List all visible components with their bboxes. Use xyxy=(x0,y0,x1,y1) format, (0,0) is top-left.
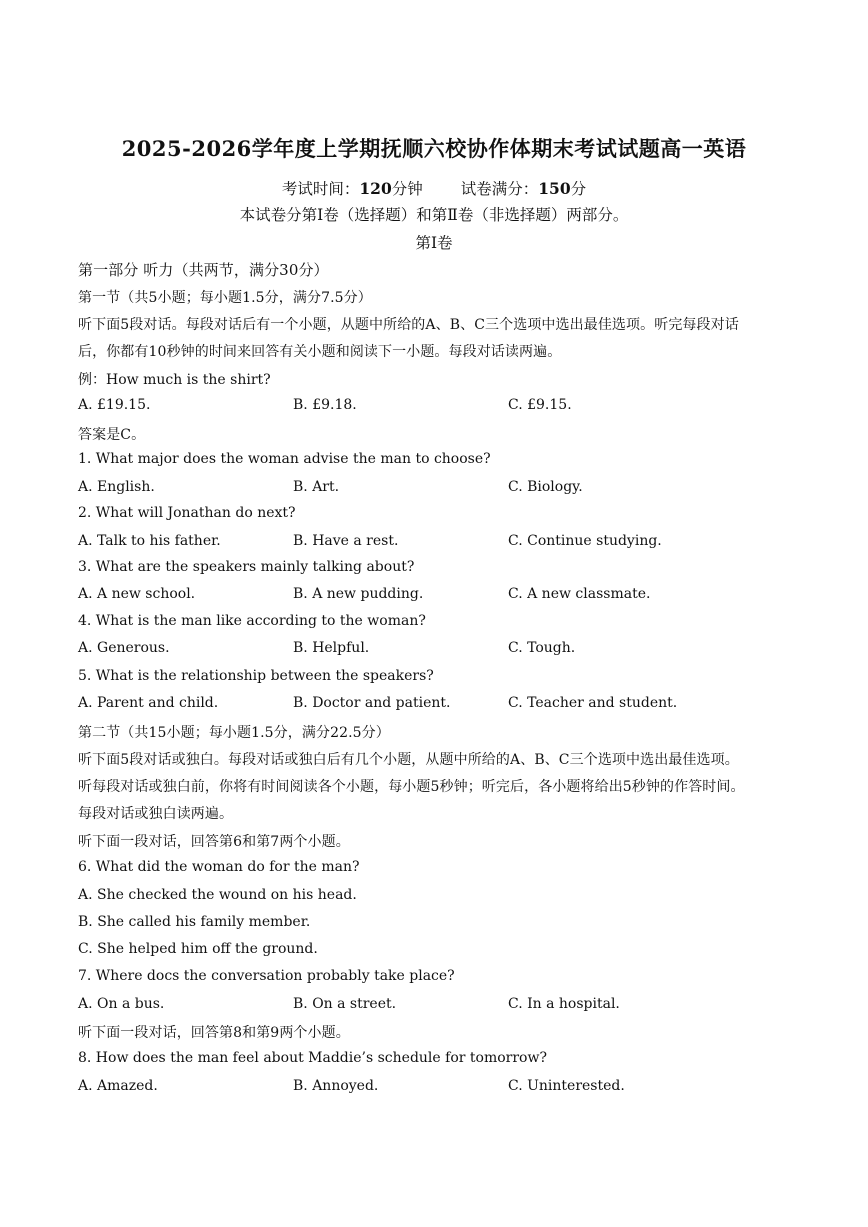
section1-instruction: 后，你都有10秒钟的时间来回答有关小题和阅读下一小题。每段对话读两遍。 xyxy=(78,344,562,360)
question-4-option-a: A. Generous. xyxy=(78,640,170,656)
question-6-option-a: A. She checked the wound on his head. xyxy=(78,887,357,903)
question-1-option-c: C. Biology. xyxy=(508,479,583,495)
question-7-option-c: C. In a hospital. xyxy=(508,996,620,1012)
exam-score-unit: 分 xyxy=(570,180,587,198)
question-4-option-c: C. Tough. xyxy=(508,640,576,656)
dialog-instruction-6-7: 听下面一段对话，回答第6和第7两个小题。 xyxy=(78,834,350,850)
exam-time-label: 考试时间： xyxy=(281,180,360,198)
question-8-option-a: A. Amazed. xyxy=(78,1078,158,1094)
volume-heading: 第Ⅰ卷 xyxy=(415,234,453,252)
question-5-option-b: B. Doctor and patient. xyxy=(293,695,451,711)
question-2: 2. What will Jonathan do next? xyxy=(78,505,296,521)
section2-heading: 第二节（共15小题；每小题1.5分，满分22.5分） xyxy=(78,725,390,741)
example-question: 例：How much is the shirt? xyxy=(78,372,271,388)
question-6: 6. What did the woman do for the man? xyxy=(78,859,360,875)
question-2-option-a: A. Talk to his father. xyxy=(78,533,221,549)
exam-time xyxy=(282,177,423,199)
exam-score-label: 试卷满分： xyxy=(460,180,539,198)
question-1-option-b: B. Art. xyxy=(293,479,340,495)
exam-composition: 本试卷分第Ⅰ卷（选择题）和第Ⅱ卷（非选择题）两部分。 xyxy=(239,206,629,224)
section1-heading: 第一节（共5小题；每小题1.5分，满分7.5分） xyxy=(78,290,372,306)
question-2-option-c: C. Continue studying. xyxy=(508,533,662,549)
dialog-instruction-8-9: 听下面一段对话，回答第8和第9两个小题。 xyxy=(78,1025,350,1041)
question-7-option-a: A. On a bus. xyxy=(78,996,165,1012)
question-6-option-b: B. She called his family member. xyxy=(78,914,311,930)
question-1-option-a: A. English. xyxy=(78,479,155,495)
exam-time-value: 120 xyxy=(359,179,392,198)
question-2-option-b: B. Have a rest. xyxy=(293,533,399,549)
question-5: 5. What is the relationship between the speakers? xyxy=(78,668,434,684)
question-1: 1. What major does the woman advise the man to choose? xyxy=(78,451,491,467)
exam-time-unit: 分钟 xyxy=(391,180,423,198)
question-6-option-c: C. She helped him off the ground. xyxy=(78,941,318,957)
question-5-option-c: C. Teacher and student. xyxy=(508,695,678,711)
question-4-option-b: B. Helpful. xyxy=(293,640,370,656)
question-4: 4. What is the man like according to the woman? xyxy=(78,613,426,629)
example-answer: 答案是C。 xyxy=(78,427,146,443)
question-7: 7. Where docs the conversation probably take place? xyxy=(78,968,455,984)
question-7-option-b: B. On a street. xyxy=(293,996,397,1012)
section2-instruction: 每段对话或独白读两遍。 xyxy=(78,806,234,822)
exam-title: 2025-2026学年度上学期抚顺六校协作体期末考试试题高一英语 xyxy=(121,136,747,161)
question-8-option-b: B. Annoyed. xyxy=(293,1078,379,1094)
question-3-option-b: B. A new pudding. xyxy=(293,586,424,602)
part1-heading: 第一部分 听力（共两节，满分30分） xyxy=(78,261,329,279)
exam-score-value: 150 xyxy=(538,179,571,198)
section1-instruction: 听下面5段对话。每段对话后有一个小题，从题中所给的A、B、C三个选项中选出最佳选项。听完每段对话 xyxy=(78,317,739,333)
question-3-option-a: A. A new school. xyxy=(78,586,196,602)
question-8-option-c: C. Uninterested. xyxy=(508,1078,625,1094)
example-option-b: B. £9.18. xyxy=(293,397,357,413)
question-5-option-a: A. Parent and child. xyxy=(78,695,219,711)
exam-meta xyxy=(0,177,868,199)
question-3-option-c: C. A new classmate. xyxy=(508,586,651,602)
section2-instruction: 听每段对话或独白前，你将有时间阅读各个小题，每小题5秒钟；听完后，各小题将给出5秒钟的作答时间。 xyxy=(78,779,745,795)
section2-instruction: 听下面5段对话或独白。每段对话或独白后有几个小题，从题中所给的A、B、C三个选项中选出最佳选项。 xyxy=(78,752,739,768)
question-8: 8. How does the man feel about Maddie’s schedule for tomorrow? xyxy=(78,1050,547,1066)
example-option-c: C. £9.15. xyxy=(508,397,572,413)
example-option-a: A. £19.15. xyxy=(78,397,151,413)
exam-score xyxy=(461,177,586,199)
question-3: 3. What are the speakers mainly talking about? xyxy=(78,559,415,575)
